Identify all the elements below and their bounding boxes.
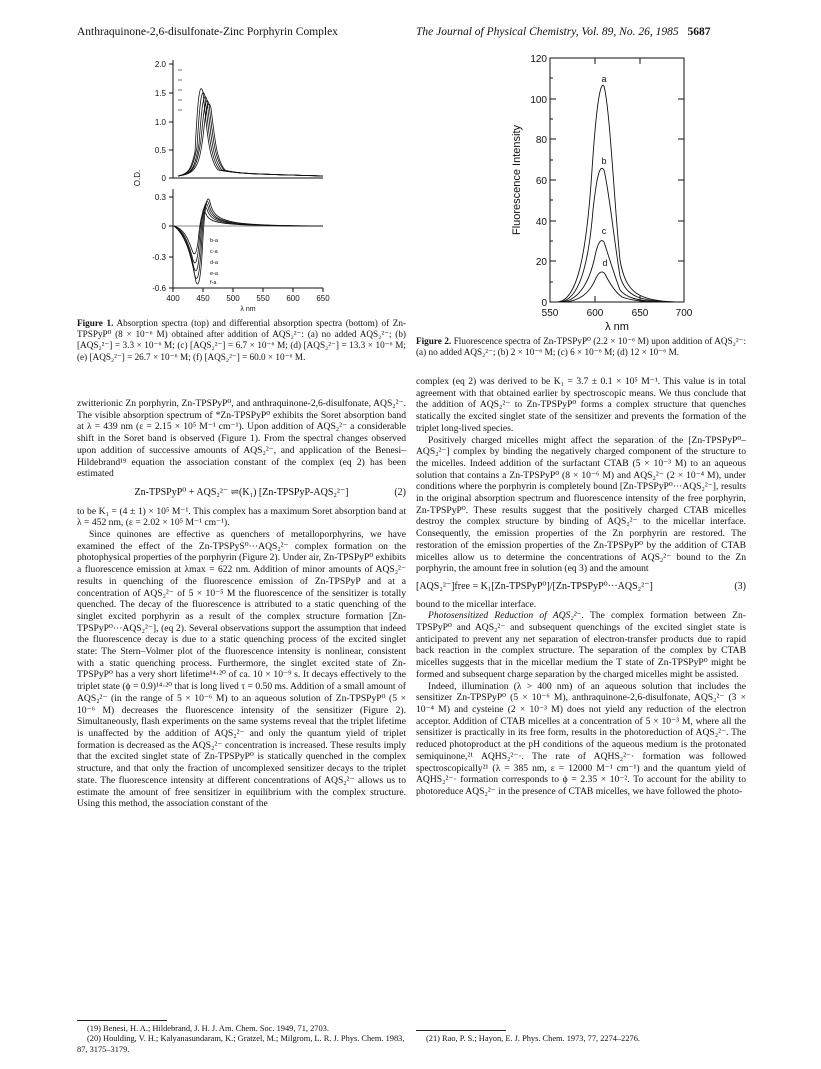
footnote: (20) Houlding, V. H.; Kalyanasundaram, K.; Gratzel, M.; Milgrom, L. R. J. Phys. Chem. 1983, 87, 3175–3179. bbox=[77, 1034, 405, 1054]
right-column-text bbox=[416, 376, 746, 798]
fig2-curve-label: d bbox=[602, 258, 608, 268]
fig1-ytick-top: 1.5 bbox=[154, 89, 166, 98]
fig2-xtick: 600 bbox=[586, 308, 604, 319]
fig2-ytick: 0 bbox=[541, 298, 547, 309]
fig2-xtick: 550 bbox=[541, 308, 559, 319]
caption-label: Figure 2. bbox=[416, 336, 452, 346]
fig2-ytick: 40 bbox=[535, 217, 547, 228]
fig2-curve-label: c bbox=[601, 226, 607, 236]
fig1-legend-entry: f-a bbox=[210, 280, 217, 286]
paragraph: Positively charged micelles might affect the separation of the [Zn-TPSPyP⁰–AQS₂²⁻] complex by binding the negatively charged component of the structure to the micelles. Indeed addition of the surfactant CTAB (5 × 10⁻³ M) to an aqueous solution that contains a Zn-TPSPyP⁰ (8 × 10⁻⁶ M) and AQS₂²⁻ (2 × 10⁻⁴ M), under conditions where the porphyrin is completely bound [Zn-TPSPyP⁰···AQS₂²⁻], results in the original absorption spectrum and fluorescence intensity of the free porphyrin, Zn-TPSPyP⁰. These results suggest that the positively charged CTAB micelles destroy the complex structure by binding of AQS₂²⁻ to the micellar interface. Consequently, the emission properties of the Zn porphyrin are restored. The restoration of the emission properties of the Zn-TPSPyP⁰ by the addition of CTAB micelles allow us to determine the concentrations of AQS₂²⁻ bound to the Zn porphyrin, the amount free in solution (eq 3) and the amount bbox=[416, 434, 746, 575]
left-footnotes bbox=[77, 1024, 406, 1055]
equation-number: (3) bbox=[734, 580, 746, 592]
fig2-ytick: 20 bbox=[535, 257, 547, 268]
fig1-ytick-top: 0.5 bbox=[154, 146, 166, 155]
fig2-ytick: 60 bbox=[535, 176, 547, 187]
left-column-text bbox=[77, 398, 406, 810]
fig2-xtick: 650 bbox=[631, 308, 649, 319]
fig1-xtick: 400 bbox=[166, 294, 180, 303]
fig1-xtick: 500 bbox=[226, 294, 240, 303]
running-header-journal bbox=[416, 26, 710, 38]
fig1-legend-entry: d-a bbox=[210, 260, 218, 266]
fig2-xlabel: λ nm bbox=[605, 321, 629, 333]
fig2-ytick: 80 bbox=[535, 135, 547, 146]
equation-number: (2) bbox=[394, 486, 406, 498]
paragraph: to be K₁ = (4 ± 1) × 10⁵ M⁻¹. This complex has a maximum Soret absorption band at λ = 452 nm, (ε = 2.02 × 10⁵ M⁻¹ cm⁻¹). bbox=[77, 505, 406, 529]
fig1-legend-entry: e-a bbox=[210, 271, 218, 277]
fig1-ytick-top: 1.0 bbox=[154, 118, 166, 127]
fig1-ytick-bottom: 0.3 bbox=[154, 193, 166, 202]
running-header-title: Anthraquinone-2,6-disulfonate-Zinc Porphyrin Complex bbox=[77, 26, 338, 38]
caption-label: Figure 1. bbox=[77, 318, 114, 328]
fig1-ylabel: O.D. bbox=[133, 169, 142, 187]
fig1-xlabel: λ nm bbox=[240, 306, 256, 313]
caption-text: Fluorescence spectra of Zn-TPSPyP⁰ (2.2 × 10⁻⁶ M) upon addition of AQS₂²⁻: (a) no added AQS₂²⁻; (b) 2 × 10⁻⁶ M; (c) 6 × 10⁻⁶ M; (d) 12 × 10⁻⁶ M. bbox=[416, 336, 747, 358]
fig1-xtick: 450 bbox=[196, 294, 210, 303]
footnote: (21) Rao, P. S.; Hayon, E. J. Phys. Chem. 1973, 77, 2274–2276. bbox=[426, 1034, 641, 1043]
equation-text: Zn-TPSPyP⁰ + AQS₂²⁻ ⇌(K₁) [Zn-TPSPyP-AQS₂²⁻] bbox=[134, 486, 349, 498]
caption-text: Absorption spectra (top) and differential absorption spectra (bottom) of Zn-TPSPyP⁰ (8 × 10⁻⁶ M) obtained after addition of AQS₂²⁻: (a) no added AQS₂²⁻; (b) [AQS₂²⁻] = 3.3 × 10⁻⁶ M; (c) [AQS₂²⁻] = 6.7 × 10⁻⁶ M; (d) [AQS₂²⁻] = 13.3 × 10⁻⁶ M; (e) [AQS₂²⁻] = 26.7 × 10⁻⁶ M; (f) [AQS₂²⁻] = 60.0 × 10⁻⁶ M. bbox=[77, 318, 407, 362]
fig2-xtick: 700 bbox=[675, 308, 693, 319]
fig2-curve-label: a bbox=[601, 74, 607, 84]
paragraph: complex (eq 2) was derived to be K₁ = 3.7 ± 0.1 × 10⁵ M⁻¹. This value is in total agreement with that obtained earlier by spectroscopic means. We thus conclude that the addition of AQS₂²⁻ to Zn-TPSPyP⁰ forms a complex structure that quenches statically the excited singlet state of the sensitizer and prevents the formation of the triplet long-lived species. bbox=[416, 376, 746, 434]
figure-2-caption bbox=[416, 336, 746, 358]
fig2-ytick: 100 bbox=[530, 95, 547, 106]
figure-1-absorption-spectra bbox=[78, 52, 408, 314]
figure-1-caption bbox=[77, 318, 406, 363]
fig1-xtick: 650 bbox=[316, 294, 330, 303]
paragraph: bound to the micellar interface. bbox=[416, 598, 537, 610]
fig1-ytick-bottom: -0.6 bbox=[152, 284, 166, 293]
paragraph: Since quinones are effective as quenchers of metalloporphyrins, we have examined the effect of the Zn-TPSPyS⁰···AQS₂²⁻ complex formation on the photophysical properties of the porphyrin (Figure 2). Under air, Zn-TPSPyP⁰ exhibits a fluorescence emission at λmax = 622 nm. Addition of minor amounts of AQS₂²⁻ results in quenching of the fluorescence emission of Zn-TPSPyP and at a concentration of AQS₂²⁻ of 5 × 10⁻⁵ M the fluorescence of the sensitizer is totally quenched. The decay of the fluorescence is attributed to a static quenching of the singlet excited porphyrin as a result of the complex structure formation [Zn-TPSPyP⁰···AQS₂²⁻], (eq 2). Several observations support the assumption that indeed the fluorescence decay is due to a static quenching process of the excited singlet state: The Stern–Volmer plot of the fluorescence intensity is nonlinear, consistent with a static quenching process. Furthermore, the singlet excited state of Zn-TPSPyP⁰ has a very short lifetime¹⁴·²⁰ of ca. 10 × 10⁻⁹ s. It decays effectively to the triplet state (ϕ = 0.9)¹⁴·²⁰ that is long lived τ = 0.50 ms. Addition of a small amount of AQS₂²⁻ (in the range of 5 × 10⁻⁶ M) to an aqueous solution of Zn-TPSPyP⁰ (5 × 10⁻⁶ M) decreases the fluorescence intensity of the sensitizer (Figure 2). Simultaneously, flash experiments on the same systems reveal that the triplet lifetime is unaffected by the addition of AQS₂²⁻ and only the quantum yield of triplet formation is decreased as the AQS₂²⁻ concentration is increased. These results imply that the excited singlet state of Zn-TPSPyP⁰ is statically quenched in the complex structure, and that only the fraction of uncomplexed sensitizer decays to the triplet state. The fluorescence intensity at different concentrations of AQS₂²⁻ allows us to estimate the amount of free sensitizer in equilibrium with the complex structure. Using this method, the association constant of the bbox=[77, 529, 406, 810]
fig2-ylabel: Fluorescence Intensity bbox=[511, 124, 523, 236]
fig2-curve-label: b bbox=[601, 156, 607, 166]
equation-3 bbox=[416, 581, 746, 593]
page-number: 5687 bbox=[687, 26, 711, 38]
fig1-ytick-top: 2.0 bbox=[154, 60, 166, 69]
footnote-rule bbox=[416, 1030, 506, 1031]
paragraph-text: The complex formation between Zn-TPSPyP⁰ and AQS₂²⁻ and subsequent quenchings of the excited singlet state is anticipated to prevent any net separation of electron-transfer products due to rapid back reaction in the complex structure. The separation of the complex by CTAB micelles suggests that in the micellar medium the T state of Zn-TPSPyP⁰ might be formed and subsequent charge separation by the charged micelles might be assisted. bbox=[416, 610, 746, 680]
paragraph bbox=[416, 610, 746, 680]
right-footnotes bbox=[416, 1034, 746, 1044]
fig1-ytick-bottom: -0.3 bbox=[152, 253, 166, 262]
equation-2 bbox=[77, 487, 406, 499]
section-heading: Photosensitized Reduction of AQS₂²⁻. bbox=[428, 610, 585, 622]
fig1-ytick-bottom: 0 bbox=[161, 222, 166, 231]
fig2-ytick: 120 bbox=[530, 54, 547, 65]
fig1-ytick-top: 0 bbox=[161, 174, 166, 183]
footnote: (19) Benesi, H. A.; Hildebrand, J. H. J. Am. Chem. Soc. 1949, 71, 2703. bbox=[87, 1024, 329, 1033]
equation-text: [AQS₂²⁻]free = K₁[Zn-TPSPyP⁰]/[Zn-TPSPyP⁰···AQS₂²⁻] bbox=[416, 580, 653, 592]
paragraph: Indeed, illumination (λ > 400 nm) of an aqueous solution that includes the sensitizer Zn-TPSPyP⁰ (5 × 10⁻⁶ M), anthraquinone-2,6-disulfonate, AQS₂²⁻ (3 × 10⁻⁴ M) and cysteine (2 × 10⁻³ M) does not yield any reduction of the electron acceptor. Addition of CTAB micelles at a concentration of 5 × 10⁻³ M, where all the sensitizer is practically in its free form, results in the photoreduction of AQS₂²⁻. The reduced photoproduct at the pH conditions of the aqueous medium is the protonated semiquinone,²¹ AQHS₂²⁻·. The rate of AQHS₂²⁻· formation was followed spectroscopically²¹ (λ = 385 nm, ε = 12000 M⁻¹ cm⁻¹) and the quantum yield of AQHS₂²⁻· formation corresponds to ϕ = 2.35 × 10⁻². To account for the ability to photoreduce AQS₂²⁻ in the presence of CTAB micelles, we have followed the photo- bbox=[416, 680, 746, 797]
figure-2-fluorescence-spectra bbox=[500, 50, 710, 340]
paragraph: zwitterionic Zn porphyrin, Zn-TPSPyP⁰, and anthraquinone-2,6-disulfonate, AQS₂²⁻. The visible absorption spectrum of *Zn-TPSPyP⁰ exhibits the Soret absorption band at λ = 439 nm (ε = 2.15 × 10⁵ M⁻¹ cm⁻¹). Upon addition of AQS₂²⁻ a considerable shift in the Soret band is observed (Figure 1). From the spectral changes observed upon addition of successive amounts of AQS₂²⁻, and application of the Benesi–Hildebrand¹⁹ equation the association constant of the complex (eq 2) has been estimated bbox=[77, 398, 406, 480]
footnote-rule bbox=[77, 1020, 167, 1021]
fig1-legend-entry: b-a bbox=[210, 238, 218, 244]
fig1-legend-entry: c-a bbox=[210, 249, 218, 255]
journal-citation: The Journal of Physical Chemistry, Vol. 89, No. 26, 1985 bbox=[416, 26, 679, 38]
fig1-xtick: 550 bbox=[256, 294, 270, 303]
fig1-xtick: 600 bbox=[286, 294, 300, 303]
